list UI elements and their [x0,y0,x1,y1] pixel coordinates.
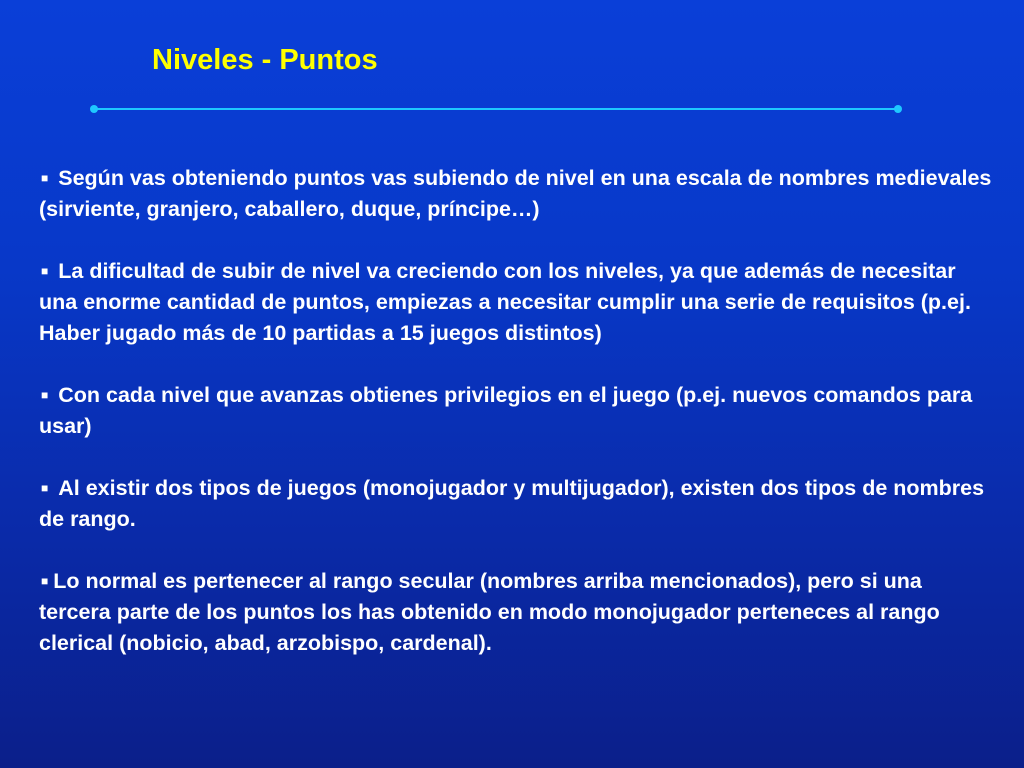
bullet-list [39,163,994,690]
bullet-text: Según vas obteniendo puntos vas subiendo de nivel en una escala de nombres medievales (sirviente, granjero, caballero, duque, príncipe…) [39,166,992,221]
bullet-item [39,163,994,225]
bullet-square-icon: ■ [41,264,49,278]
slide-title: Niveles - Puntos [152,44,378,76]
bullet-text: La dificultad de subir de nivel va creciendo con los niveles, ya que además de necesitar una enorme cantidad de puntos, empiezas a necesitar cumplir una serie de requisitos (p.ej. Haber jugado más de 10 partidas a 15 juegos distintos) [39,259,971,345]
bullet-text: Al existir dos tipos de juegos (monojugador y multijugador), existen dos tipos de nombres de rango. [39,476,985,531]
divider-right-dot [894,105,902,113]
bullet-text: Con cada nivel que avanzas obtienes privilegios en el juego (p.ej. nuevos comandos para usar) [39,383,973,438]
bullet-square-icon: ■ [41,481,49,495]
bullet-square-icon: ■ [41,171,49,185]
title-divider [90,104,902,114]
bullet-item [39,566,994,659]
bullet-item [39,473,994,535]
bullet-item [39,380,994,442]
bullet-square-icon: ■ [41,574,49,588]
bullet-item [39,256,994,349]
bullet-text: Lo normal es pertenecer al rango secular (nombres arriba mencionados), pero si una tercera parte de los puntos los has obtenido en modo monojugador perteneces al rango clerical (nobicio, abad, arzobispo, cardenal). [39,569,940,655]
divider-line [94,108,898,110]
bullet-square-icon: ■ [41,388,49,402]
